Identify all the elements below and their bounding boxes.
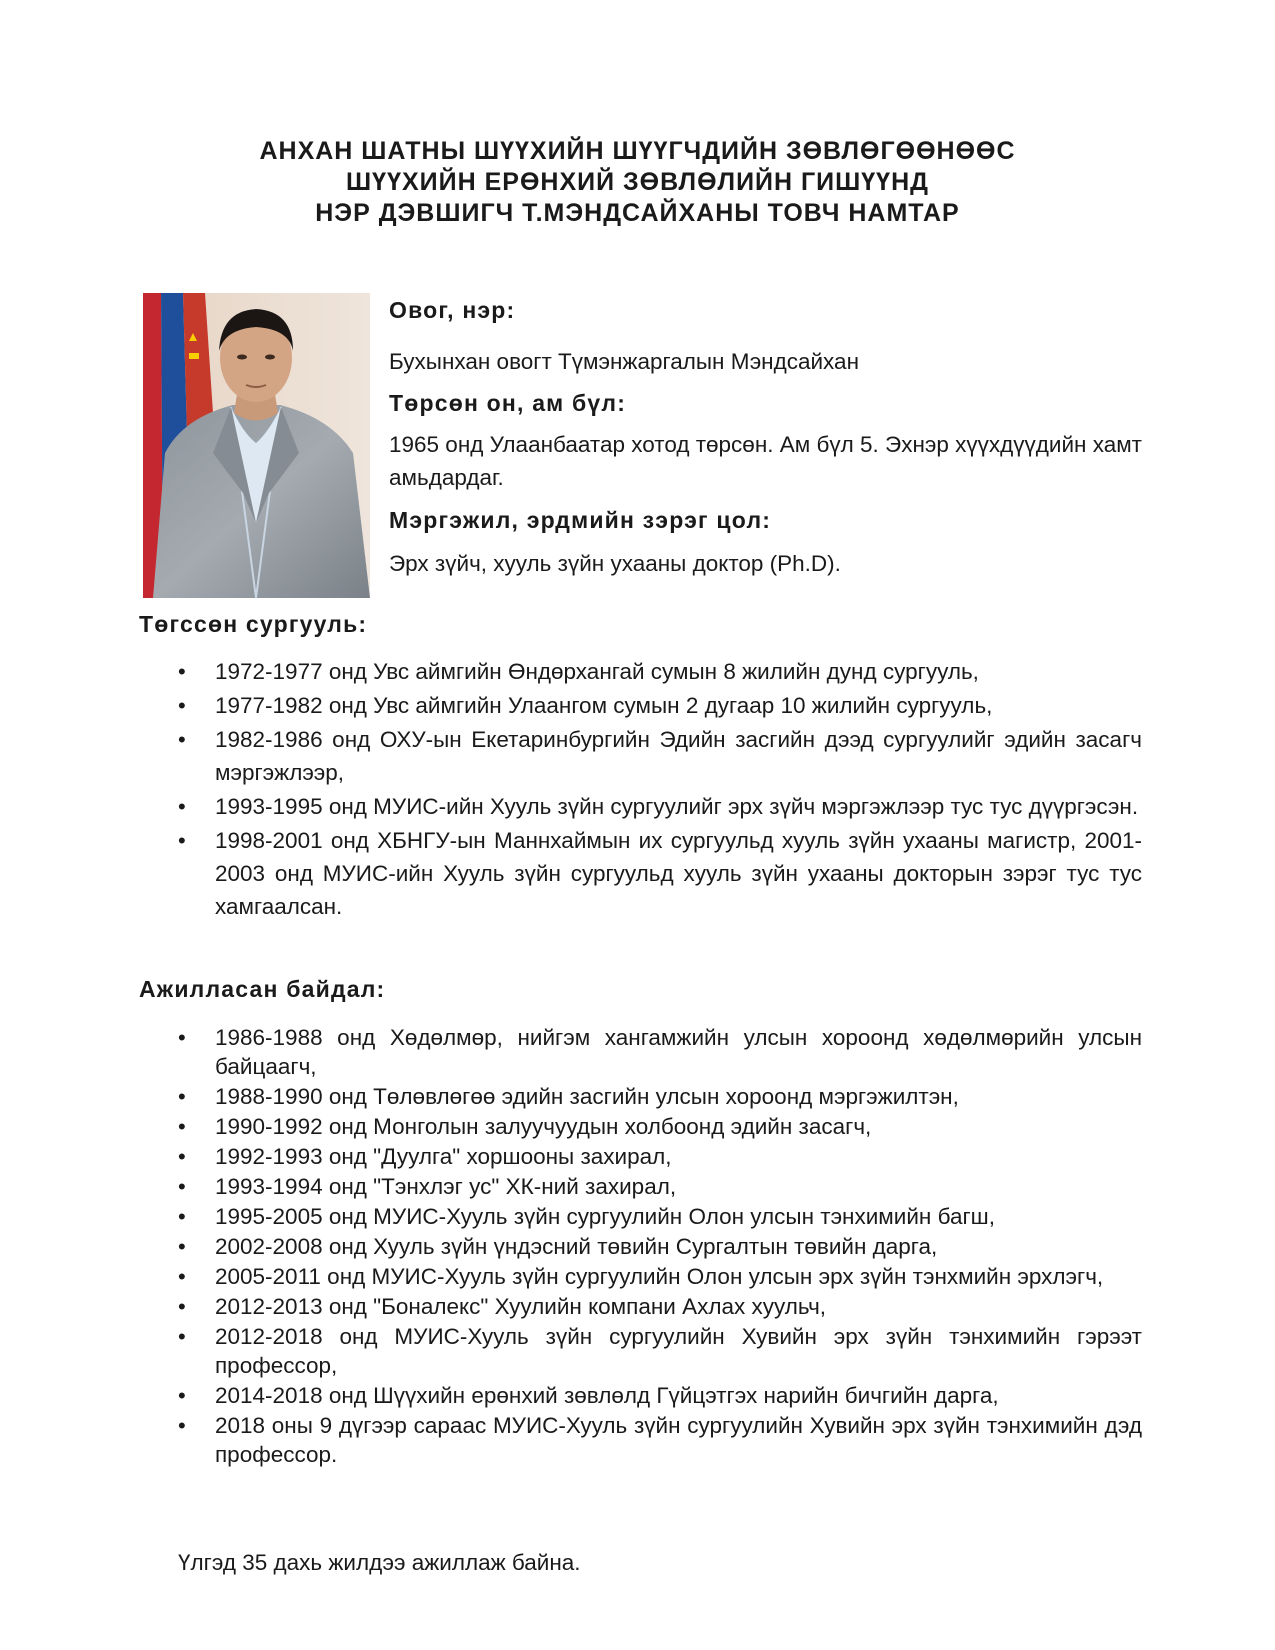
- bullet-icon: •: [178, 794, 186, 819]
- list-item: • 1977-1982 онд Увс аймгийн Улаангом сумын 2 дугаар 10 жилийн сургууль,: [140, 689, 1142, 722]
- profession-value: Эрх зүйч, хууль зүйн ухааны доктор (Ph.D).: [389, 551, 841, 576]
- bullet-icon: •: [178, 1174, 186, 1199]
- birth-label: Төрсөн он, ам бүл:: [389, 390, 627, 416]
- profession-label: Мэргэжил, эрдмийн зэрэг цол:: [389, 507, 772, 533]
- list-item: • 2002-2008 онд Хууль зүйн үндэсний төвийн Сургалтын төвийн дарга,: [178, 1234, 938, 1259]
- bullet-icon: •: [178, 1264, 186, 1289]
- work-heading: Ажилласан байдал:: [139, 976, 386, 1002]
- list-item: • 1998-2001 онд ХБНГУ-ын Маннхаймын их сургуульд хууль зүйн ухааны магистр, 2001-2003 онд МУИС-ийн Хууль зүйн сургуульд хууль зүйн ухааны докторын зэрэг тус тус хамгаалсан.: [140, 824, 1142, 923]
- list-item: • 2005-2011 онд МУИС-Хууль зүйн сургуулийн Олон улсын эрх зүйн тэнхмийн эрхлэгч,: [178, 1264, 1104, 1289]
- list-item: • 1993-1995 онд МУИС-ийн Хууль зүйн сургуулийг эрх зүйч мэргэжлээр тус тус дүүргэсэн.: [140, 790, 1142, 823]
- bullet-icon: •: [178, 1413, 186, 1438]
- title-line-3: НЭР ДЭВШИГЧ Т.МЭНДСАЙХАНЫ ТОВЧ НАМТАР: [315, 199, 960, 227]
- bullet-icon: •: [178, 727, 186, 752]
- title-line-1: АНХАН ШАТНЫ ШҮҮХИЙН ШҮҮГЧДИЙН ЗӨВЛӨГӨӨНӨӨС: [259, 137, 1016, 165]
- bullet-icon: •: [178, 1294, 186, 1319]
- education-heading: Төгссөн сургууль:: [139, 611, 368, 637]
- list-item: • 1988-1990 онд Төлөвлөгөө эдийн засгийн улсын хороонд мэргэжилтэн,: [178, 1084, 959, 1109]
- list-item: • 1986-1988 онд Хөдөлмөр, нийгэм хангамжийн улсын хороонд хөдөлмөрийн улсын байцаагч,: [178, 1025, 1142, 1079]
- list-item: • 1990-1992 онд Монголын залуучуудын холбоонд эдийн засагч,: [178, 1114, 872, 1139]
- list-item: • 1982-1986 онд ОХУ-ын Екетаринбургийн Эдийн засгийн дээд сургуулийг эдийн засагч мэргэжлээр,: [140, 723, 1142, 789]
- list-item: • 2014-2018 онд Шүүхийн ерөнхий зөвлөлд Гүйцэтгэх нарийн бичгийн дарга,: [178, 1383, 999, 1408]
- bullet-icon: •: [178, 1144, 186, 1169]
- list-item: • 2012-2013 онд "Боналекс" Хуулийн компани Ахлах хуульч,: [178, 1294, 827, 1319]
- portrait-photo-image: [143, 293, 370, 598]
- bullet-icon: •: [178, 1234, 186, 1259]
- name-label: Овог, нэр:: [389, 297, 516, 323]
- footer-cut-text: Үлгэд 35 дахь жилдээ ажиллаж байна.: [178, 1550, 581, 1575]
- bullet-icon: •: [178, 659, 186, 684]
- birth-value: 1965 онд Улаанбаатар хотод төрсөн. Ам бүл 5. Эхнэр хүүхдүүдийн хамт амьдардаг.: [389, 432, 1142, 490]
- portrait-photo: [143, 293, 370, 598]
- bullet-icon: •: [178, 1025, 186, 1050]
- title-line-2: ШҮҮХИЙН ЕРӨНХИЙ ЗӨВЛӨЛИЙН ГИШҮҮНД: [346, 168, 929, 196]
- bullet-icon: •: [178, 693, 186, 718]
- list-item: • 2018 оны 9 дүгээр сараас МУИС-Хууль зүйн сургуулийн Хувийн эрх зүйн тэнхимийн дэд профессор.: [178, 1413, 1142, 1467]
- bullet-icon: •: [178, 828, 186, 853]
- profile-info: [389, 295, 1142, 580]
- education-list: [140, 655, 1142, 924]
- name-value: Бухынхан овогт Түмэнжаргалын Мэндсайхан: [389, 349, 859, 374]
- bullet-icon: •: [178, 1114, 186, 1139]
- bullet-icon: •: [178, 1084, 186, 1109]
- bullet-icon: •: [178, 1204, 186, 1229]
- bullet-icon: •: [178, 1383, 186, 1408]
- list-item: • 1995-2005 онд МУИС-Хууль зүйн сургуулийн Олон улсын тэнхимийн багш,: [178, 1204, 995, 1229]
- bullet-icon: •: [178, 1324, 186, 1349]
- list-item: • 1972-1977 онд Увс аймгийн Өндөрхангай сумын 8 жилийн дунд сургууль,: [140, 655, 1142, 688]
- document-title: [0, 136, 1275, 229]
- work-list: [140, 1023, 1142, 1470]
- list-item: • 1993-1994 онд "Тэнхлэг ус" ХК-ний захирал,: [178, 1174, 677, 1199]
- list-item: • 2012-2018 онд МУИС-Хууль зүйн сургуулийн Хувийн эрх зүйн тэнхимийн гэрээт профессор,: [178, 1324, 1142, 1378]
- list-item: • 1992-1993 онд "Дуулга" хоршооны захирал,: [178, 1144, 672, 1169]
